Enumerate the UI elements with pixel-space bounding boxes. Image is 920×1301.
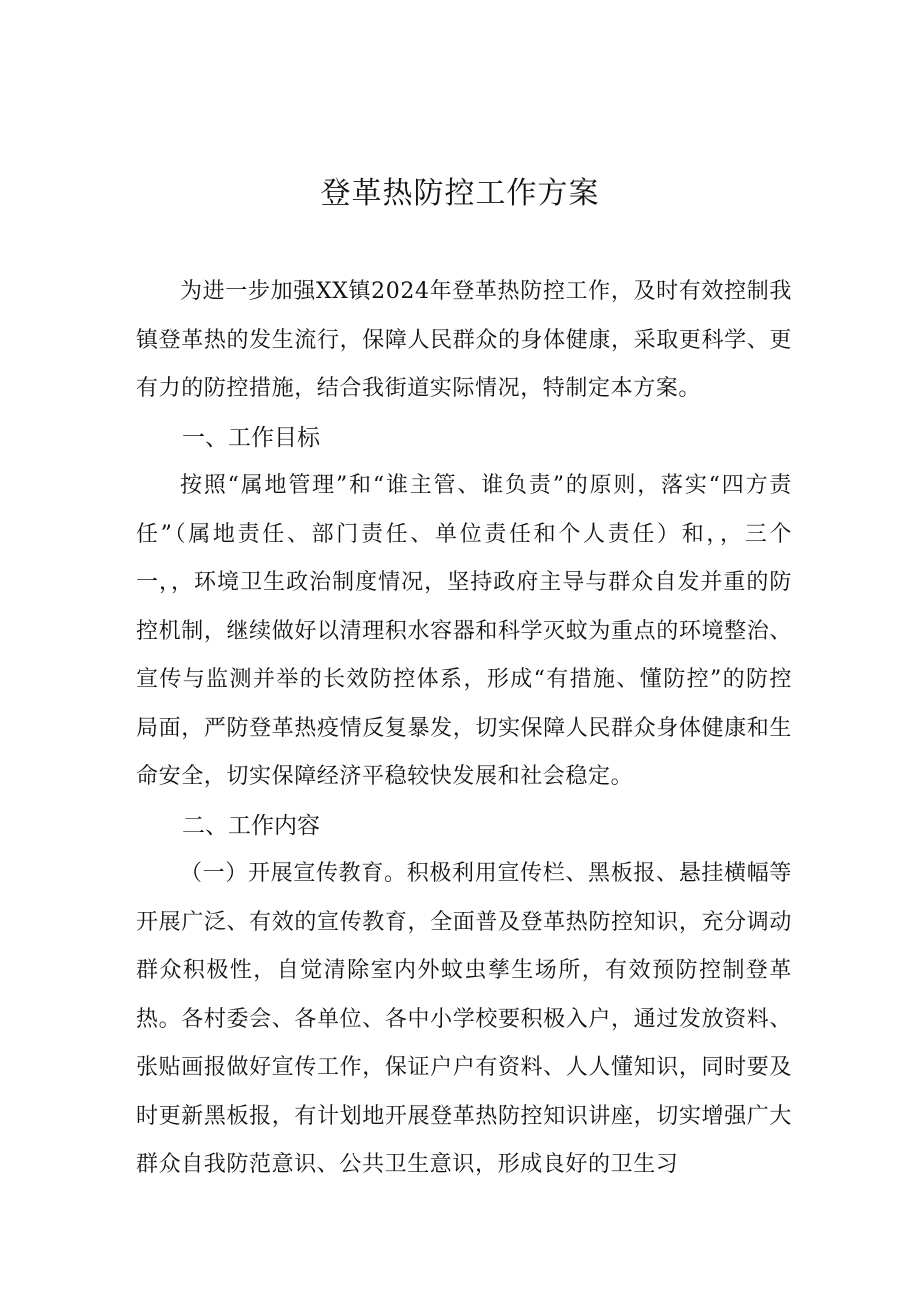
section-paragraph-publicity-education: （一）开展宣传教育。积极利用宣传栏、黑板报、悬挂横幅等开展广泛、有效的宣传教育，全面普及登革热防控知识，充分调动群众积极性，自觉清除室内外蚊虫孳生场所，有效预防控制登革热。各村委会、各单位、各中小学校要积极入户，通过发放资料、张贴画报做好宣传工作，保证户户有资料、人人懂知识，同时要及时更新黑板报，有计划地开展登革热防控知识讲座，切实增强广大群众自我防范意识、公共卫生意识，形成良好的卫生习: [136, 861, 792, 1177]
intro-paragraph: 为进一步加强XX镇2024年登革热防控工作，及时有效控制我镇登革热的发生流行，保障人民群众的身体健康，采取更科学、更有力的防控措施，结合我街道实际情况，特制定本方案。: [136, 279, 792, 401]
section-heading-work-content: 二、工作内容: [182, 812, 320, 839]
document-body: [136, 268, 792, 1190]
section-paragraph-work-goals: 按照“属地管理”和“谁主管、谁负责”的原则，落实“四方责任”（属地责任、部门责任、单位责任和个人责任）和，，三个一，，环境卫生政治制度情况，坚持政府主导与群众自发并重的防控机制，继续做好以清理积水容器和科学灭蚊为重点的环境整治、宣传与监测并举的长效防控体系，形成“有措施、懂防控”的防控局面，严防登革热疫情反复暴发，切实保障人民群众身体健康和生命安全，切实保障经济平稳较快发展和社会稳定。: [136, 473, 792, 789]
section-heading-work-goals: 一、工作目标: [182, 424, 320, 451]
document-title: 登革热防控工作方案: [320, 176, 600, 211]
